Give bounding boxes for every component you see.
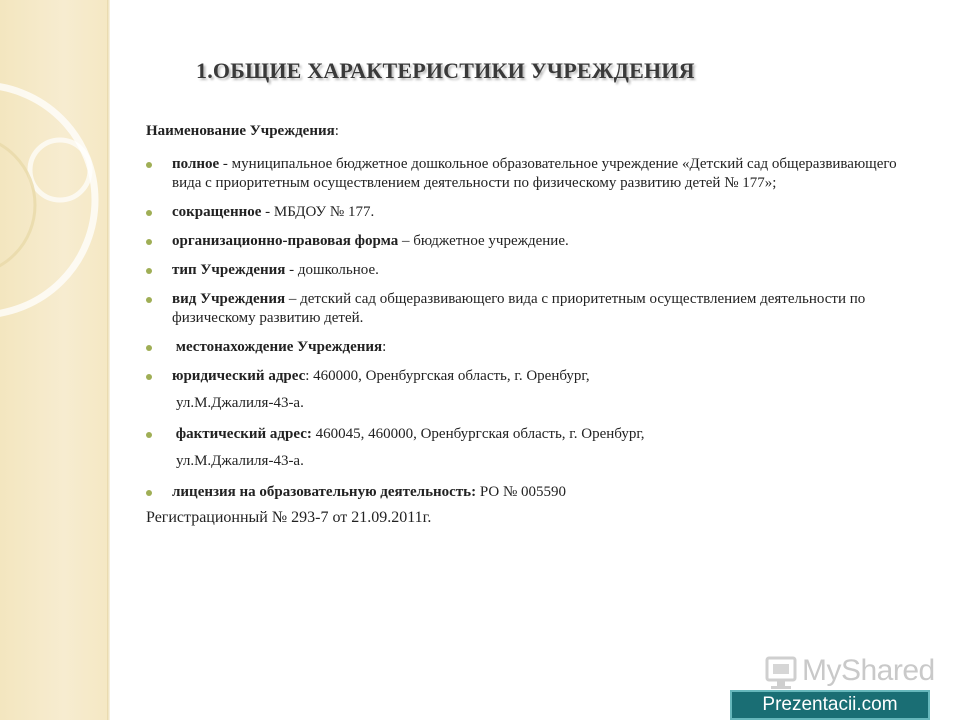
list-item: фактический адрес: 460045, 460000, Оренбургская область, г. Оренбург,	[146, 425, 906, 444]
watermark	[764, 652, 954, 692]
info-list-cont	[146, 425, 906, 444]
bullet-icon	[146, 490, 152, 496]
list-item: организационно-правовая форма – бюджетное учреждение.	[146, 232, 906, 251]
slide-content	[146, 122, 906, 527]
list-item: полное - муниципальное бюджетное дошкольное образовательное учреждение «Детский сад общеразвивающего вида с приоритетным осуществлением деятельности по физическому развитию детей № 177»;	[146, 155, 906, 193]
bullet-icon	[146, 239, 152, 245]
actual-address-line2: ул.М.Джалиля-43-а.	[176, 453, 304, 469]
bullet-icon	[146, 210, 152, 216]
bullet-icon	[146, 432, 152, 438]
bullet-icon	[146, 268, 152, 274]
watermark-text: MyShared	[802, 654, 935, 687]
list-item: юридический адрес: 460000, Оренбургская область, г. Оренбург,	[146, 367, 906, 386]
source-badge[interactable]: Prezentacii.com	[730, 690, 930, 720]
decorative-side-panel	[0, 0, 107, 720]
bullet-icon	[146, 345, 152, 351]
bullet-icon	[146, 162, 152, 168]
list-item: вид Учреждения – детский сад общеразвивающего вида с приоритетным осуществлением деятельности по физическому развитию детей.	[146, 290, 906, 328]
side-panel-edge	[107, 0, 110, 720]
list-item: лицензия на образовательную деятельность: РО № 005590	[146, 483, 906, 502]
registration-number: Регистрационный № 293-7 от 21.09.2011г.	[146, 509, 432, 526]
list-item: местонахождение Учреждения:	[146, 338, 906, 357]
list-item: сокращенное - МБДОУ № 177.	[146, 203, 906, 222]
list-item: тип Учреждения - дошкольное.	[146, 261, 906, 280]
bullet-icon	[146, 374, 152, 380]
info-list	[146, 155, 906, 386]
watermark-logo-icon	[764, 656, 798, 692]
legal-address-line2: ул.М.Джалиля-43-а.	[176, 395, 304, 411]
name-heading: Наименование Учреждения:	[146, 123, 339, 139]
info-list-end	[146, 483, 906, 502]
bullet-icon	[146, 297, 152, 303]
slide-title: 1.ОБЩИЕ ХАРАКТЕРИСТИКИ УЧРЕЖДЕНИЯ	[196, 58, 695, 83]
circles-decoration	[0, 0, 107, 720]
